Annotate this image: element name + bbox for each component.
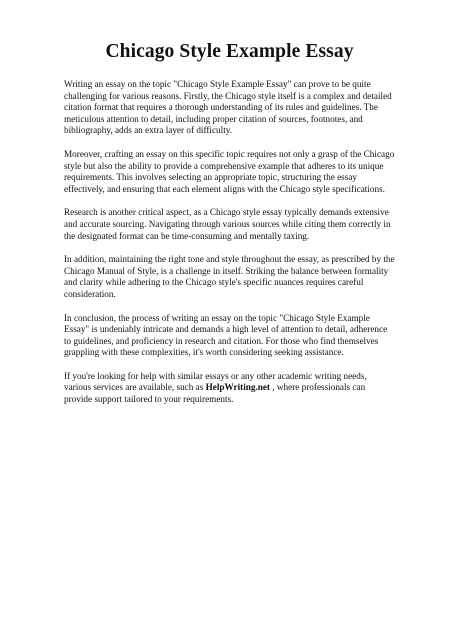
closing-text-before: If you're looking for help with similar essays or any other academic writing needs, various services are available, such as [64,370,367,393]
paragraph-4: In addition, maintaining the right tone and style throughout the essay, as prescribed by the Chicago Manual of Style, is a challenge in itself. Striking the balance between formality and clarity while adhering to the Chicago style's specific nuances requires careful consideration. [64,254,395,299]
helpwriting-link[interactable]: HelpWriting.net [205,382,270,393]
paragraph-2: Moreover, crafting an essay on this specific topic requires not only a grasp of the Chicago style but also the ability to provide a comprehensive example that adheres to its unique requirements. This involves selecting an appropriate topic, structuring the essay effectively, and ensuring that each element aligns with the Chicago style specifications. [64,148,395,194]
closing-paragraph [64,371,395,406]
paragraph-1: Writing an essay on the topic "Chicago Style Example Essay" can prove to be quite challenging for various reasons. Firstly, the Chicago style itself is a complex and detailed citation format that requires a thorough understanding of its rules and guidelines. The meticulous attention to detail, including proper citation of sources, footnotes, and bibliography, adds an extra layer of difficulty. [64,79,392,136]
document-title: Chicago Style Example Essay [105,41,354,62]
paragraph-3: Research is another critical aspect, as a Chicago style essay typically demands extensive and accurate sourcing. Navigating through various sources while citing them correctly in the designated format can be time-consuming and mentally taxing. [64,207,391,241]
closing-text-after: , where professionals can provide support tailored to your requirements. [64,382,366,405]
paragraph-5: In conclusion, the process of writing an essay on the topic "Chicago Style Example Essay" is undeniably intricate and demands a high level of attention to detail, adherence to guidelines, and proficiency in research and citation. For those who find themselves grappling with these complexities, it's worth considering seeking assistance. [64,312,388,358]
